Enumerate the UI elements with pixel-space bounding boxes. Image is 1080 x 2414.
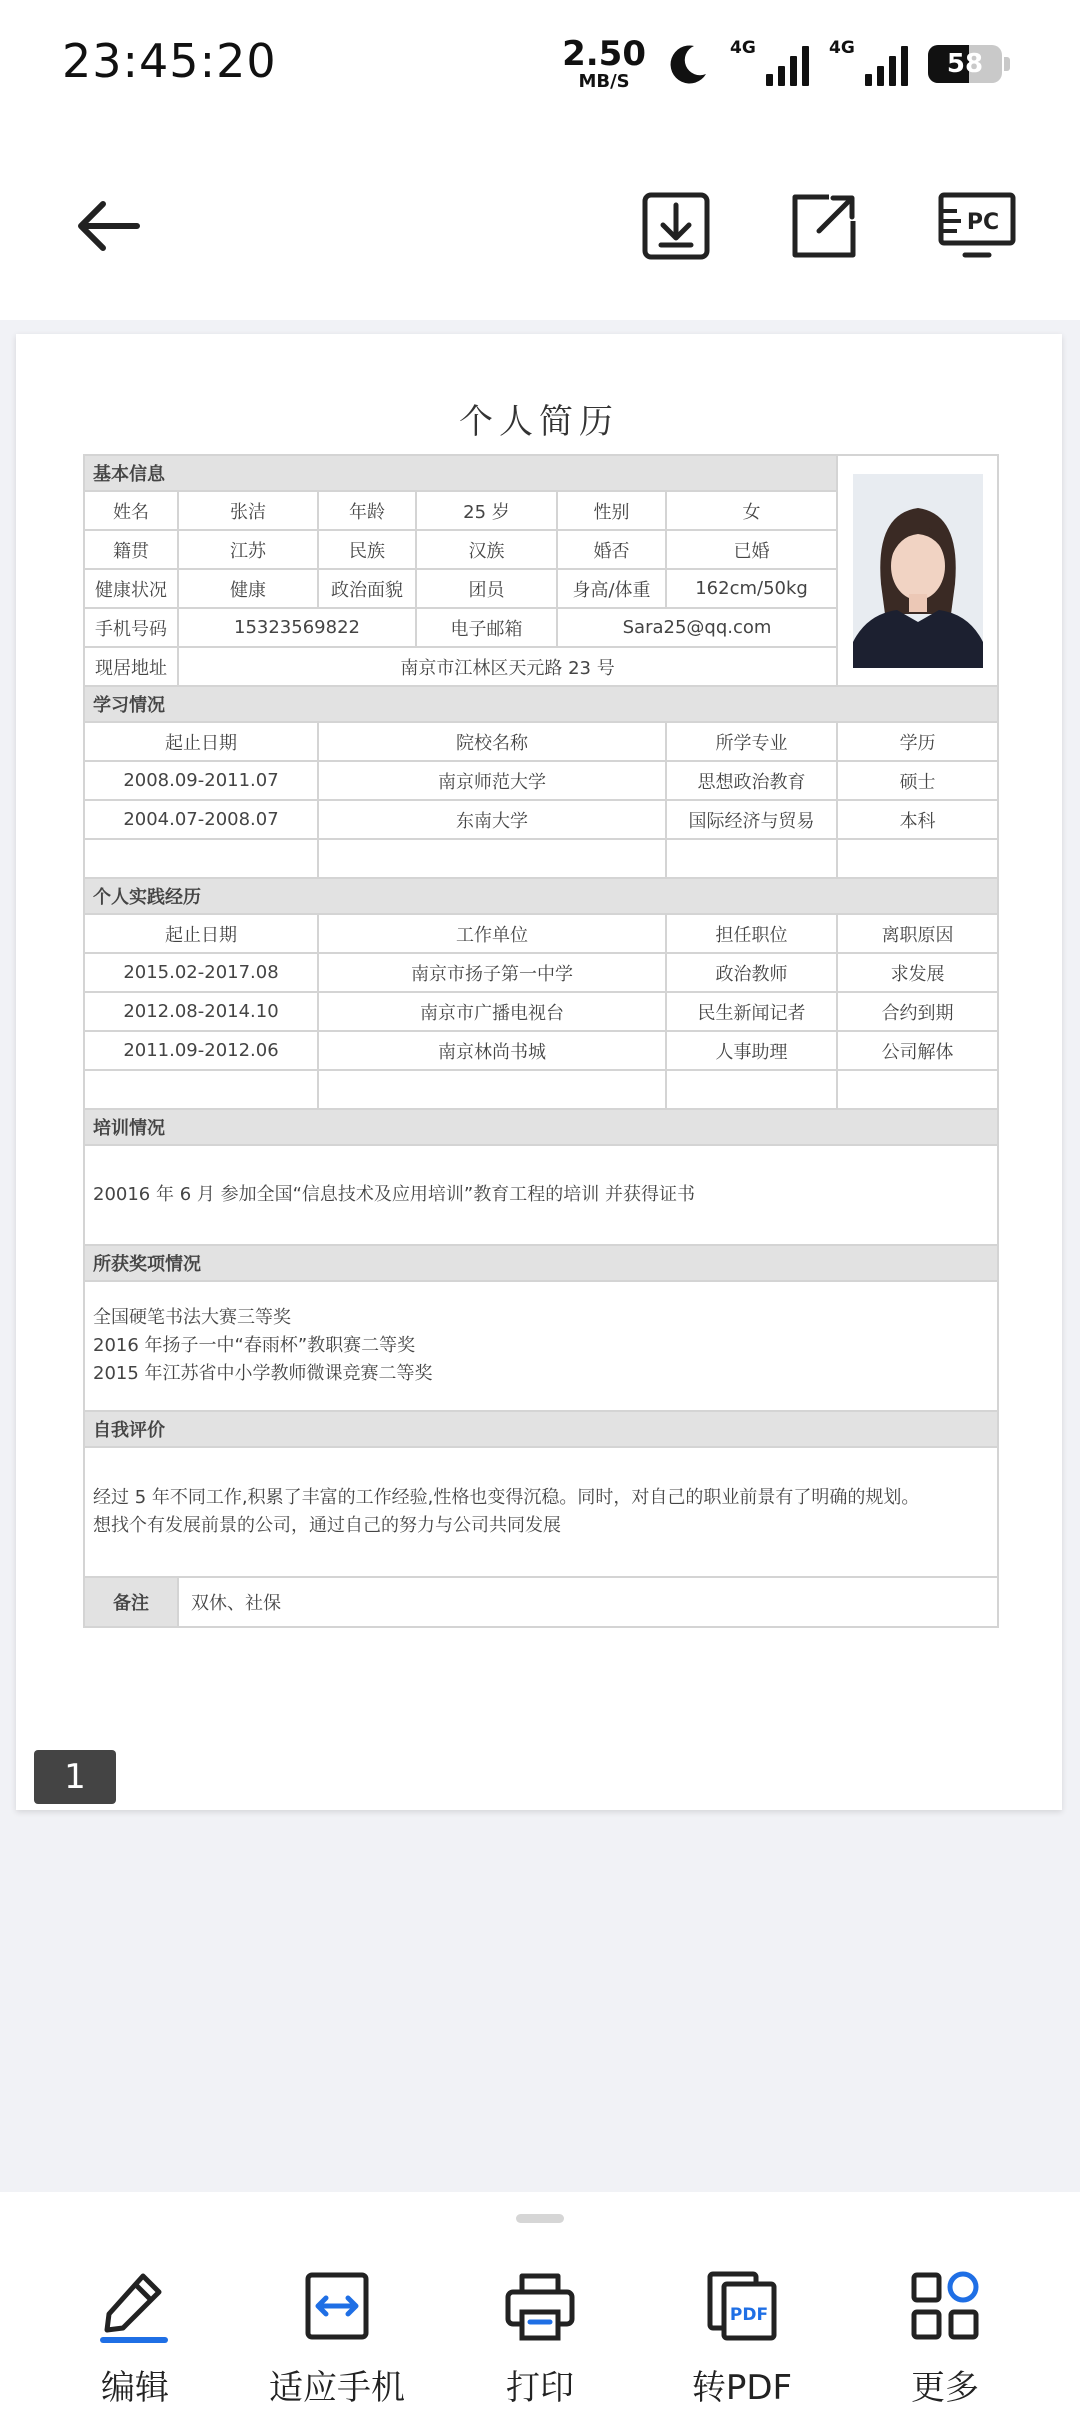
height-weight-value: 162cm/50kg <box>666 569 837 608</box>
download-button[interactable] <box>636 186 716 266</box>
table-header: 学历 <box>837 722 998 761</box>
table-cell <box>84 839 318 878</box>
table-cell <box>318 839 666 878</box>
self-eval-line: 想找个有发展前景的公司，通过自己的努力与公司共同发展 <box>93 1515 561 1536</box>
table-row <box>84 1031 998 1070</box>
award-item: 2015 年江苏省中小学教师微课竞赛二等奖 <box>93 1363 433 1384</box>
sim2-label: 4G <box>829 38 855 58</box>
table-cell <box>666 1070 837 1109</box>
network-speed-unit: MB/S <box>578 71 630 92</box>
document-viewer[interactable] <box>0 320 1080 2192</box>
table-cell: 硕士 <box>837 761 998 800</box>
table-cell <box>84 1070 318 1109</box>
notes-label: 备注 <box>84 1577 178 1627</box>
table-cell <box>666 839 837 878</box>
self-eval-line: 经过 5 年不同工作,积累了丰富的工作经验,性格也变得沉稳。同时，对自己的职业前景有了明确的规划。 <box>93 1487 920 1508</box>
table-cell: 2015.02-2017.08 <box>84 953 318 992</box>
table-cell: 2011.09-2012.06 <box>84 1031 318 1070</box>
table-cell: 2004.07-2008.07 <box>84 800 318 839</box>
svg-text:PC: PC <box>966 210 1000 235</box>
name-label: 姓名 <box>84 491 178 530</box>
battery-level: 58 <box>946 49 984 79</box>
table-row <box>84 800 998 839</box>
table-cell: 合约到期 <box>837 992 998 1031</box>
profile-photo-image <box>853 474 983 668</box>
sim1-label: 4G <box>730 38 756 58</box>
section-basic-info: 基本信息 <box>84 455 837 491</box>
table-cell: 民生新闻记者 <box>666 992 837 1031</box>
document-page <box>16 334 1062 1810</box>
network-speed-value: 2.50 <box>562 34 646 74</box>
svg-text:PDF: PDF <box>729 2305 769 2325</box>
table-header: 担任职位 <box>666 914 837 953</box>
table-header: 离职原因 <box>837 914 998 953</box>
convert-pdf-button[interactable] <box>657 2266 827 2409</box>
health-label: 健康状况 <box>84 569 178 608</box>
share-out-icon <box>789 191 859 261</box>
top-toolbar <box>0 128 1080 320</box>
back-button[interactable] <box>68 186 148 266</box>
status-bar <box>0 0 1080 128</box>
address-value: 南京市江林区天元路 23 号 <box>178 647 837 686</box>
email-value: Sara25@qq.com <box>557 608 837 647</box>
notes-value: 双休、社保 <box>178 1577 998 1627</box>
training-text: 20016 年 6 月 参加全国“信息技术及应用培训”教育工程的培训 并获得证书 <box>84 1145 998 1245</box>
battery-icon <box>928 45 1002 83</box>
table-cell: 东南大学 <box>318 800 666 839</box>
table-header: 工作单位 <box>318 914 666 953</box>
share-button[interactable] <box>784 186 864 266</box>
open-on-pc-button[interactable] <box>932 186 1022 266</box>
pdf-convert-icon <box>706 2270 778 2342</box>
table-row <box>84 953 998 992</box>
table-cell: 求发展 <box>837 953 998 992</box>
gender-value: 女 <box>666 491 837 530</box>
arrow-left-icon <box>73 196 143 256</box>
marital-label: 婚否 <box>557 530 666 569</box>
clock: 23:45:20 <box>62 34 277 88</box>
status-icons <box>562 36 1010 92</box>
signal-sim2-icon <box>829 38 908 86</box>
table-cell: 思想政治教育 <box>666 761 837 800</box>
age-label: 年龄 <box>318 491 416 530</box>
table-cell: 南京市扬子第一中学 <box>318 953 666 992</box>
edit-button[interactable] <box>50 2266 220 2409</box>
print-label: 打印 <box>506 2368 574 2408</box>
cast-to-pc-icon <box>935 189 1019 263</box>
political-label: 政治面貌 <box>318 569 416 608</box>
convert-pdf-label: 转PDF <box>691 2368 793 2408</box>
table-cell: 政治教师 <box>666 953 837 992</box>
table-cell: 2012.08-2014.10 <box>84 992 318 1031</box>
origin-label: 籍贯 <box>84 530 178 569</box>
age-value: 25 岁 <box>416 491 557 530</box>
photo-cell <box>837 455 998 686</box>
health-value: 健康 <box>178 569 318 608</box>
ethnicity-label: 民族 <box>318 530 416 569</box>
table-row-empty <box>84 1070 998 1109</box>
table-cell: 南京林尚书城 <box>318 1031 666 1070</box>
ethnicity-value: 汉族 <box>416 530 557 569</box>
self-evaluation-text <box>84 1447 998 1577</box>
moon-icon <box>666 42 710 86</box>
table-cell: 公司解体 <box>837 1031 998 1070</box>
table-row <box>84 992 998 1031</box>
pen-icon <box>97 2268 173 2344</box>
table-cell: 2008.09-2011.07 <box>84 761 318 800</box>
edit-label: 编辑 <box>101 2368 169 2408</box>
award-item: 全国硬笔书法大赛三等奖 <box>93 1307 291 1328</box>
page-number-badge: 1 <box>34 1750 116 1804</box>
signal-sim1-icon <box>730 38 809 86</box>
table-header: 起止日期 <box>84 722 318 761</box>
education-header-row <box>84 722 998 761</box>
table-cell: 南京市广播电视台 <box>318 992 666 1031</box>
name-value: 张洁 <box>178 491 318 530</box>
political-value: 团员 <box>416 569 557 608</box>
network-speed <box>562 34 646 92</box>
more-button[interactable] <box>860 2266 1030 2409</box>
table-cell <box>837 839 998 878</box>
gender-label: 性别 <box>557 491 666 530</box>
table-header: 起止日期 <box>84 914 318 953</box>
table-cell <box>837 1070 998 1109</box>
table-row-empty <box>84 839 998 878</box>
table-cell <box>318 1070 666 1109</box>
table-header: 所学专业 <box>666 722 837 761</box>
marital-value: 已婚 <box>666 530 837 569</box>
award-item: 2016 年扬子一中“春雨杯”教职赛二等奖 <box>93 1335 416 1356</box>
phone-value: 15323569822 <box>178 608 416 647</box>
document-title: 个人简历 <box>459 402 619 442</box>
section-education: 学习情况 <box>84 686 998 722</box>
table-cell: 南京师范大学 <box>318 761 666 800</box>
resume-table <box>83 454 999 1628</box>
phone-label: 手机号码 <box>84 608 178 647</box>
table-cell: 人事助理 <box>666 1031 837 1070</box>
section-training: 培训情况 <box>84 1109 998 1145</box>
table-row <box>84 761 998 800</box>
table-header: 院校名称 <box>318 722 666 761</box>
address-label: 现居地址 <box>84 647 178 686</box>
drag-handle[interactable] <box>516 2214 564 2223</box>
section-awards: 所获奖项情况 <box>84 1245 998 1281</box>
height-weight-label: 身高/体重 <box>557 569 666 608</box>
more-label: 更多 <box>911 2368 979 2408</box>
fit-phone-button[interactable] <box>252 2266 422 2409</box>
bottom-action-bar <box>0 2192 1080 2414</box>
download-icon <box>641 191 711 261</box>
section-self-evaluation: 自我评价 <box>84 1411 998 1447</box>
print-button[interactable] <box>455 2266 625 2409</box>
profile-photo <box>853 474 983 668</box>
fit-width-icon <box>302 2271 372 2341</box>
awards-list <box>84 1281 998 1411</box>
printer-icon <box>504 2270 576 2342</box>
table-cell: 国际经济与贸易 <box>666 800 837 839</box>
section-experience: 个人实践经历 <box>84 878 998 914</box>
origin-value: 江苏 <box>178 530 318 569</box>
table-cell: 本科 <box>837 800 998 839</box>
more-grid-icon <box>910 2271 980 2341</box>
fit-phone-label: 适应手机 <box>269 2368 405 2408</box>
email-label: 电子邮箱 <box>416 608 557 647</box>
experience-header-row <box>84 914 998 953</box>
